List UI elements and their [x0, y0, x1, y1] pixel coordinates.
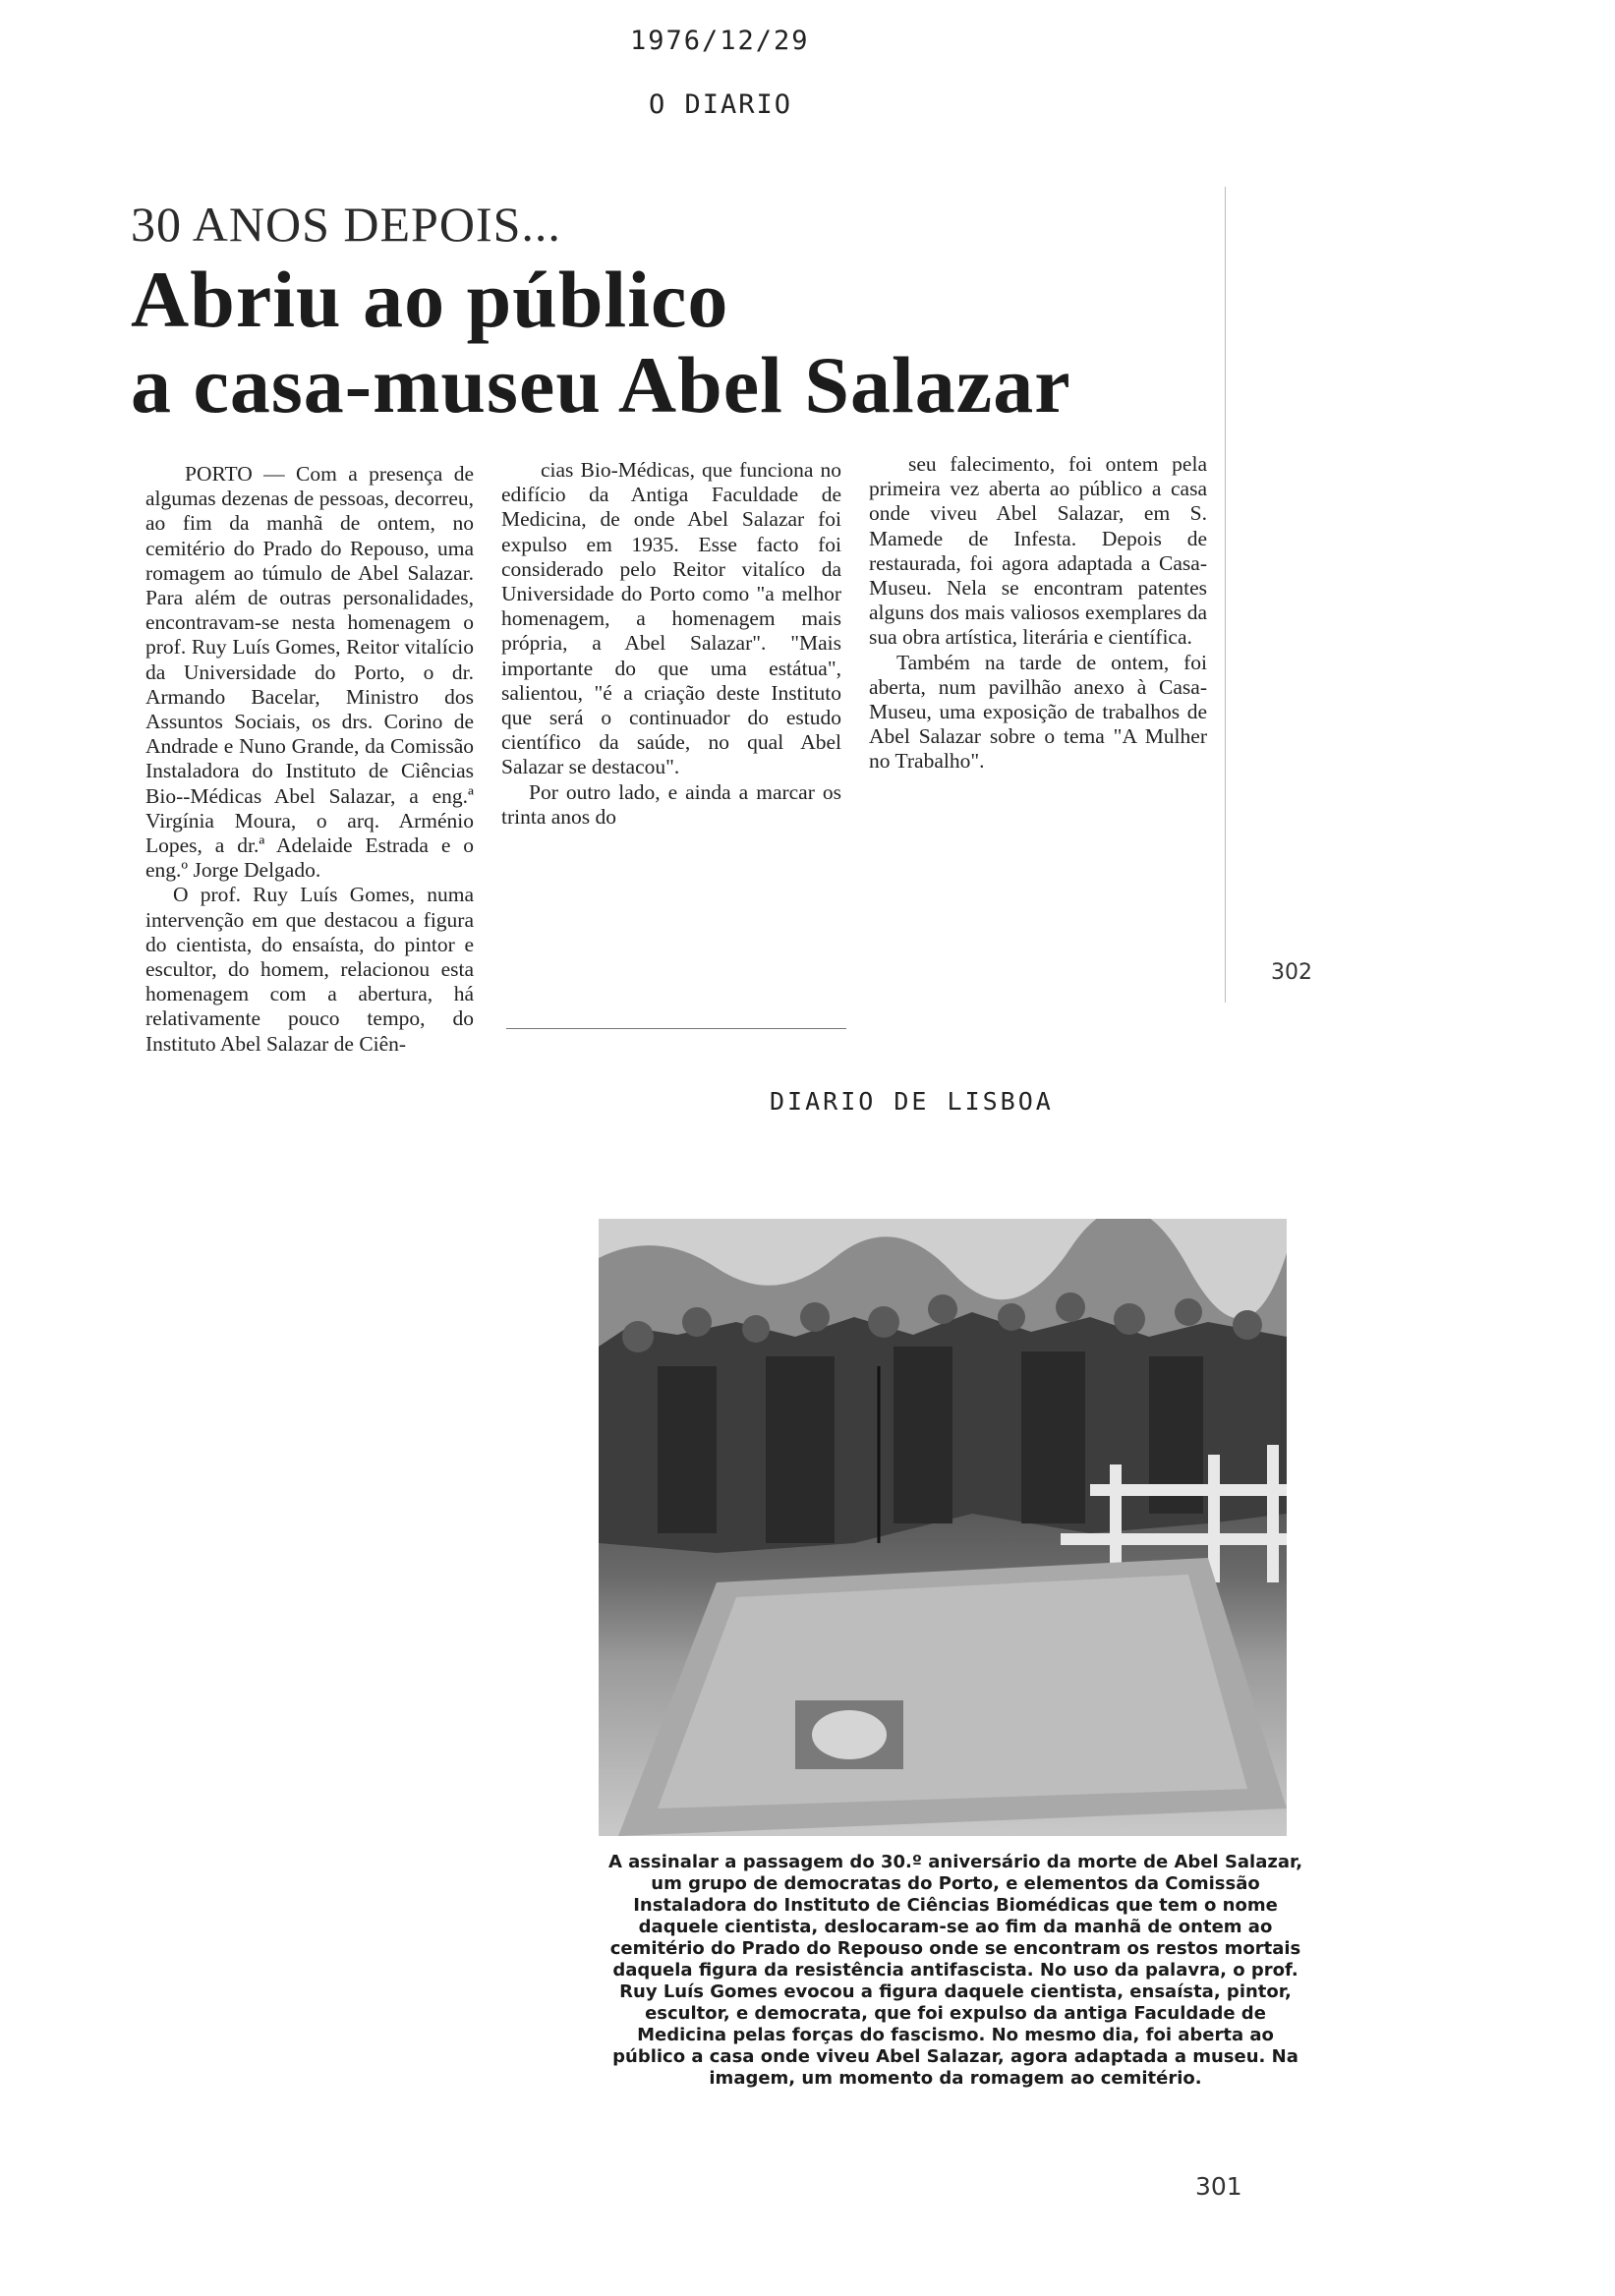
second-clipping-source: DIARIO DE LISBOA	[770, 1087, 1054, 1116]
page-number: 301	[1195, 2172, 1242, 2201]
article-column-3	[869, 452, 1207, 775]
article-headline-line-1: Abriu ao público	[131, 255, 729, 344]
column-divider	[1225, 187, 1226, 1003]
page-annotation: 302	[1271, 960, 1312, 985]
article-kicker: 30 ANOS DEPOIS...	[131, 197, 561, 252]
article-column-1	[145, 462, 474, 1057]
crowd-scene-image	[599, 1219, 1287, 1836]
article-end-rule	[506, 1028, 846, 1029]
cemetery-photo	[599, 1219, 1287, 1836]
article-paragraph: O prof. Ruy Luís Gomes, numa intervenção em que destacou a figura do cientista, do ensaísta, do pintor e escultor, do homem, relacionou esta homenagem com a abertura, há relativamente pouco tempo, do Instituto Abel Salazar de Ciên-	[145, 883, 474, 1056]
article-paragraph: cias Bio-Médicas, que funciona no edifício da Antiga Faculdade de Medicina, de onde Abel Salazar foi expulso em 1935. Esse facto foi considerado pelo Reitor vitalíco da Universidade do Porto como "a melhor homenagem, a homenagem mais própria, a Abel Salazar". "Mais importante do que uma estátua", salientou, "é a criação deste Instituto que será o continuador do estudo científico da saúde, no qual Abel Salazar se destacou".	[501, 458, 841, 779]
clipping-source: O DIARIO	[649, 89, 793, 120]
clipping-date: 1976/12/29	[630, 26, 810, 56]
article-paragraph: PORTO — Com a presença de algumas dezenas de pessoas, decorreu, ao fim da manhã de ontem, no cemitério do Prado do Repouso, uma romagem ao túmulo de Abel Salazar. Para além de outras personalidades, encontravam-se nesta homenagem o prof. Ruy Luís Gomes, Reitor vitalício da Universidade do Porto, o dr. Armando Bacelar, Ministro dos Assuntos Sociais, os drs. Corino de Andrade e Nuno Grande, da Comissão Instaladora do Instituto de Ciências Bio--Médicas Abel Salazar, a eng.ª Virgínia Moura, o arq. Arménio Lopes, a dr.ª Adelaide Estrada e o eng.º Jorge Delgado.	[145, 462, 474, 883]
article-paragraph: seu falecimento, foi ontem pela primeira vez aberta ao público a casa onde viveu Abel Salazar, em S. Mamede de Infesta. Depois de restaurada, foi agora adaptada a Casa-Museu. Nela se encontram patentes alguns dos mais valiosos exemplares da sua obra artística, literária e científica.	[869, 452, 1207, 650]
article-headline-line-2: a casa-museu Abel Salazar	[131, 340, 1071, 430]
article-column-2	[501, 458, 841, 830]
photo-caption: A assinalar a passagem do 30.º aniversário da morte de Abel Salazar, um grupo de democratas do Porto, e elementos da Comissão Instaladora do Instituto de Ciências Biomédicas que tem o nome daquele cientista, deslocaram-se ao fim da manhã de ontem ao cemitério do Prado do Repouso onde se encontram os restos mortais daquela figura da resistência antifascista. No uso da palavra, o prof. Ruy Luís Gomes evocou a figura daquele cientista, ensaísta, pintor, escultor, e democrata, que foi expulso da antiga Faculdade de Medicina pelas forças do fascismo. No mesmo dia, foi aberta ao público a casa onde viveu Abel Salazar, agora adaptada a museu. Na imagem, um momento da romagem ao cemitério.	[607, 1852, 1303, 2089]
article-paragraph: Também na tarde de ontem, foi aberta, num pavilhão anexo à Casa-Museu, uma exposição de trabalhos de Abel Salazar sobre o tema "A Mulher no Trabalho".	[869, 650, 1207, 774]
article-paragraph: Por outro lado, e ainda a marcar os trinta anos do	[501, 779, 841, 829]
